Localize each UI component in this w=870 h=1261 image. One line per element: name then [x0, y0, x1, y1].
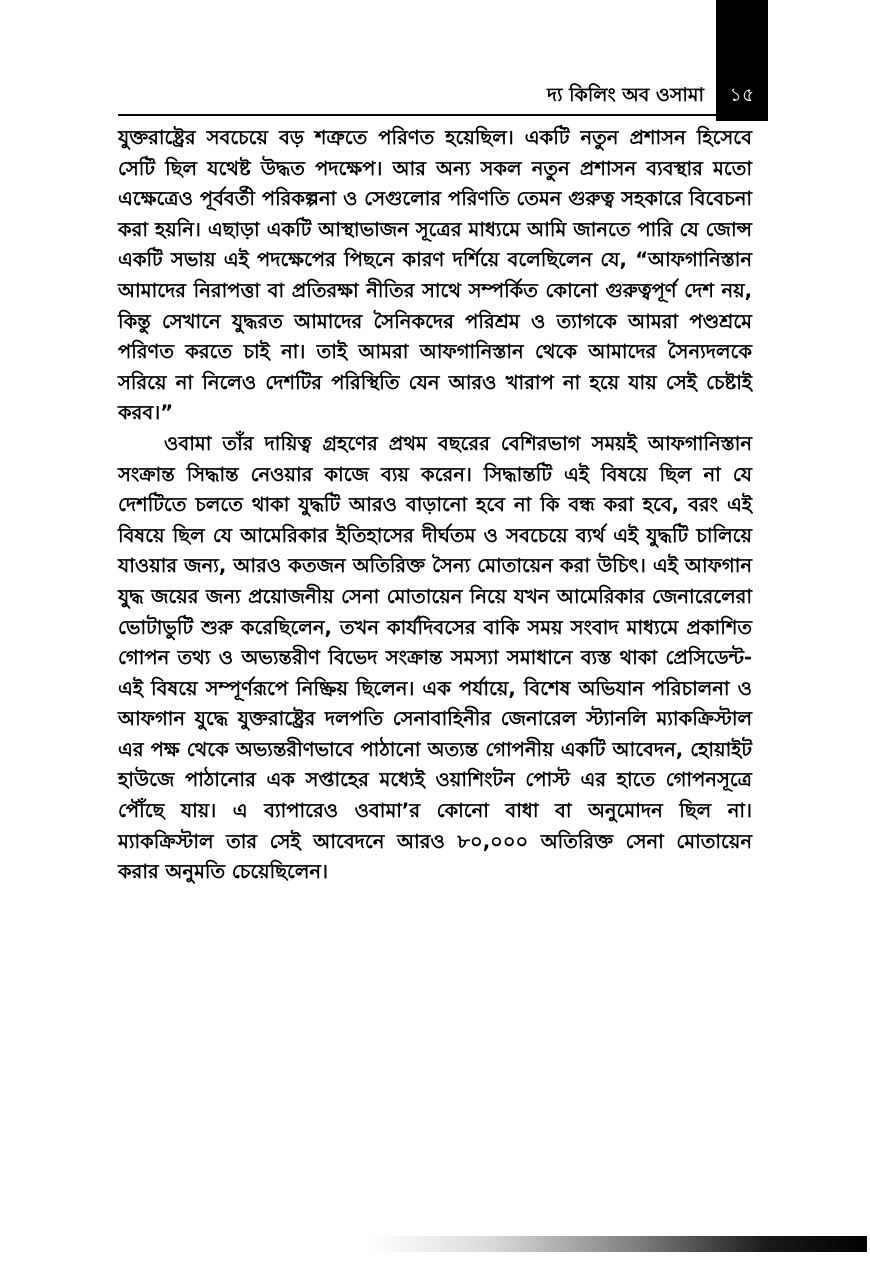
- paragraph-1: যুক্তরাষ্ট্রের সবচেয়ে বড় শত্রুতে পরিণত হয়েছিল। একটি নতুন প্রশাসন হিসেবে সেটি ছিল যথেষ্ট উদ্ধত পদক্ষেপ। আর অন্য সকল নতুন প্রশাসন ব্যবস্থার মতো এক্ষেত্রেও পূর্ববর্তী পরিকল্পনা ও সেগুলোর পরিণতি তেমন গুরুত্ব সহকারে বিবেচনা করা হয়নি। এছাড়া একটি আস্থাভাজন সূত্রের মাধ্যমে আমি জানতে পারি যে জোন্স একটি সভায় এই পদক্ষেপের পিছনে কারণ দর্শিয়ে বলেছিলেন যে, “আফগানিস্তান আমাদের নিরাপত্তা বা প্রতিরক্ষা নীতির সাথে সম্পর্কিত কোনো গুরুত্বপূর্ণ দেশ নয়, কিন্তু সেখানে যুদ্ধরত আমাদের সৈনিকদের পরিশ্রম ও ত্যাগকে আমরা পণ্ডশ্রমে পরিণত করতে চাই না। তাই আমরা আফগানিস্তান থেকে আমাদের সৈন্যদলকে সরিয়ে না নিলেও দেশটির পরিস্থিতি যেন আরও খারাপ না হয়ে যায় সেই চেষ্টাই করব।”: [118, 126, 752, 425]
- footer-gradient-bar: [370, 1236, 867, 1252]
- header-rule: [118, 114, 716, 116]
- body-text: [118, 123, 752, 888]
- page-number-tab: [716, 0, 768, 121]
- running-header-title: দ্য কিলিং অব ওসামা: [547, 84, 704, 106]
- page-number: ১৫: [729, 84, 755, 106]
- paragraph-2: ওবামা তাঁর দায়িত্ব গ্রহণের প্রথম বছরের বেশিরভাগ সময়ই আফগানিস্তান সংক্রান্ত সিদ্ধান্ত নেওয়ার কাজে ব্যয় করেন। সিদ্ধান্তটি এই বিষয়ে ছিল না যে দেশটিতে চলতে থাকা যুদ্ধটি আরও বাড়ানো হবে না কি বন্ধ করা হবে, বরং এই বিষয়ে ছিল যে আমেরিকার ইতিহাসের দীর্ঘতম ও সবচেয়ে ব্যর্থ এই যুদ্ধটি চালিয়ে যাওয়ার জন্য, আরও কতজন অতিরিক্ত সৈন্য মোতায়েন করা উচিৎ। এই আফগান যুদ্ধ জয়ের জন্য প্রয়োজনীয় সেনা মোতায়েন নিয়ে যখন আমেরিকার জেনারেলেরা ভোটাভুটি শুরু করেছিলেন, তখন কার্যদিবসের বাকি সময় সংবাদ মাধ্যমে প্রকাশিত গোপন তথ্য ও অভ্যন্তরীণ বিভেদ সংক্রান্ত সমস্যা সমাধানে ব্যস্ত থাকা প্রেসিডেন্ট- এই বিষয়ে সম্পূর্ণরূপে নিষ্ক্রিয় ছিলেন। এক পর্যায়ে, বিশেষ অভিযান পরিচালনা ও আফগান যুদ্ধে যুক্তরাষ্ট্রের দলপতি সেনাবাহিনীর জেনারেল স্ট্যানলি ম্যাকক্রিস্টাল এর পক্ষ থেকে অভ্যন্তরীণভাবে পাঠানো অত্যন্ত গোপনীয় একটি আবেদন, হোয়াইট হাউজে পাঠানোর এক সপ্তাহের মধ্যেই ওয়াশিংটন পোস্ট এর হাতে গোপনসূত্রে পৌঁছে যায়। এ ব্যাপারেও ওবামা’র কোনো বাধা বা অনুমোদন ছিল না। ম্যাকক্রিস্টাল তার সেই আবেদনে আরও ৮০,০০০ অতিরিক্ত সেনা মোতায়েন করার অনুমতি চেয়েছিলেন।: [118, 431, 752, 884]
